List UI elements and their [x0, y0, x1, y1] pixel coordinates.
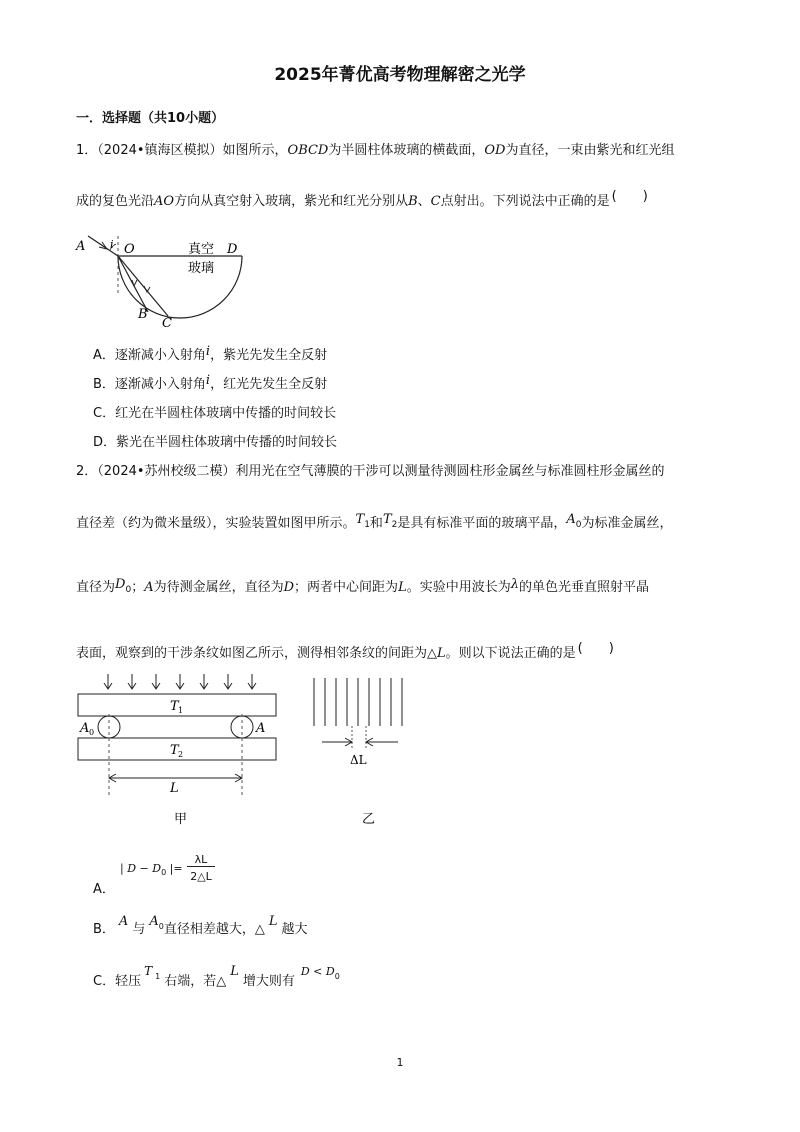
fig2-label-a: A: [256, 721, 266, 736]
q1-figure: [70, 228, 250, 332]
q2-line-3: [76, 576, 649, 598]
option-text: ，紫光先发生全反射: [210, 348, 328, 363]
option-var: i: [205, 344, 211, 359]
option-text: 越大: [281, 922, 308, 937]
fig2-label-t1-sub: 1: [178, 706, 184, 715]
option-var: A: [118, 914, 129, 929]
option-var-sub: 0: [158, 921, 164, 931]
q1-var-c: C: [430, 194, 441, 209]
q1-text: 1．（2024•镇海区模拟）如图所示，: [76, 143, 288, 158]
q2-line-4: [76, 642, 614, 661]
q2-text: 表面，观察到的干涉条纹如图乙所示，测得相邻条纹的间距为△: [76, 646, 437, 661]
q2-var-lambda: λ: [510, 577, 519, 592]
q2-text: 。实验中用波长为: [406, 580, 511, 595]
fig1-label-a: A: [76, 239, 86, 254]
fig1-label-vacuum: 真空: [188, 242, 215, 257]
fig1-label-glass: 玻璃: [188, 261, 215, 276]
q1-var-ao: AO: [154, 194, 175, 209]
q2-var-a: A: [144, 580, 154, 595]
q1-line-2: [76, 190, 648, 209]
q2-var-d0: D: [115, 577, 126, 592]
q2-text: ；两者中心间距为: [294, 580, 399, 595]
q2-var-l: L: [398, 580, 407, 595]
fig1-label-d: D: [227, 242, 238, 257]
fig2-label-t1: T: [170, 699, 179, 714]
fig2-label-a0: A: [80, 721, 90, 736]
q2-line-1: 2．（2024•苏州校级二模）利用光在空气薄膜的干涉可以测量待测圆柱形金属丝与标准圆柱形金属丝的: [76, 464, 665, 479]
option-label: A．: [93, 882, 115, 897]
q1-text: 、: [417, 194, 431, 209]
fig2-label-delta-l: ΔL: [350, 753, 367, 767]
q2-var-t2: T: [382, 512, 392, 527]
option-var: T: [144, 964, 153, 978]
q1-text: 方向从真空射入玻璃，紫光和红光分别从: [174, 194, 409, 209]
formula-numerator: λL: [187, 853, 215, 867]
q2-var-d: D: [283, 580, 295, 595]
q2-var-sub: 1: [364, 519, 370, 530]
option-text: 直径相差越大，△: [163, 922, 265, 937]
q2-figure-jia: [70, 668, 290, 830]
fig1-label-c: C: [162, 316, 172, 331]
q1-option-a[interactable]: [93, 344, 327, 363]
formula-sub: 0: [161, 868, 167, 878]
option-label: B．: [93, 922, 115, 937]
fig2-label-jia: 甲: [174, 812, 188, 827]
fig2-label-t2-sub: 2: [178, 750, 184, 759]
q1-text: 点射出。下列说法中正确的是: [440, 194, 610, 209]
q2-option-b[interactable]: [93, 914, 308, 939]
q1-answer-paren: ( ): [611, 189, 648, 204]
q2-var-t1: T: [355, 512, 365, 527]
q2-var-sub: 2: [391, 519, 398, 530]
q2-var-sub: 0: [575, 519, 582, 530]
option-label: C．轻压: [93, 974, 142, 989]
option-formula: D < D: [300, 965, 335, 978]
option-text: ，红光先发生全反射: [210, 377, 328, 392]
q2-text: 的单色光垂直照射平晶: [518, 580, 649, 595]
q2-text: 为待测金属丝，直径为: [153, 580, 284, 595]
option-text: D．紫光在半圆柱体玻璃中传播的时间较长: [93, 435, 338, 450]
option-text: 右端，若△: [164, 974, 227, 989]
option-var: L: [268, 914, 278, 929]
q2-text: 直径差（约为微米量级），实验装置如图甲所示。: [76, 516, 356, 531]
page-number: 1: [396, 1056, 404, 1069]
fig2-label-a0-sub: 0: [89, 728, 95, 737]
option-var-sub: 1: [155, 971, 161, 981]
q2-text: 直径为: [76, 580, 116, 595]
q1-var-b: B: [408, 194, 418, 209]
q2-text: 。则以下说法正确的是: [445, 646, 576, 661]
q1-text: 成的复色光沿: [76, 194, 155, 209]
section-heading: 一．选择题（共10小题）: [76, 111, 225, 126]
option-var: A: [149, 914, 159, 929]
q1-option-d[interactable]: [93, 431, 337, 450]
fig2-label-yi: 乙: [362, 812, 376, 827]
fig2-label-t2: T: [170, 743, 179, 758]
option-formula-sub: 0: [334, 971, 340, 981]
option-formula-lhs: [120, 862, 183, 877]
q1-option-b[interactable]: [93, 373, 327, 392]
formula-abs: | D − D: [120, 862, 162, 875]
option-var: i: [205, 373, 211, 388]
q2-text: ；: [131, 580, 145, 595]
q2-var-a0: A: [566, 512, 576, 527]
fig1-label-i: i: [110, 238, 114, 251]
q2-option-a[interactable]: [93, 852, 353, 898]
q2-line-2: [76, 512, 673, 534]
fig1-label-o: O: [124, 242, 135, 257]
q2-option-c[interactable]: [93, 964, 340, 991]
option-text: 与: [132, 922, 146, 937]
q2-var-l: L: [437, 646, 446, 661]
formula-denominator: 2△L: [190, 870, 212, 883]
q2-answer-paren: ( ): [577, 641, 614, 656]
q1-text: 为直径，一束由紫光和红光组: [505, 143, 675, 158]
fig2-label-l: L: [170, 781, 179, 796]
q1-option-c[interactable]: [93, 402, 336, 421]
q2-text: 是具有标准平面的玻璃平晶，: [397, 516, 567, 531]
formula-eq: |=: [166, 862, 183, 875]
option-text: C．红光在半圆柱体玻璃中传播的时间较长: [93, 406, 337, 421]
q2-text: 为标准金属丝，: [581, 516, 673, 531]
q1-var-obcd: OBCD: [287, 143, 329, 158]
q2-text: 和: [369, 516, 383, 531]
q1-line-1: [76, 139, 674, 158]
q1-text: 为半圆柱体玻璃的横截面，: [328, 143, 485, 158]
fig1-label-b: B: [138, 307, 148, 322]
q1-var-od: OD: [484, 143, 506, 158]
option-text: A．逐渐减小入射角: [93, 348, 206, 363]
option-text: 增大则有: [242, 974, 295, 989]
option-text: B．逐渐减小入射角: [93, 377, 206, 392]
option-var: L: [230, 964, 239, 979]
page-title: 2025年菁优高考物理解密之光学: [274, 65, 526, 85]
q2-figure-yi: [300, 676, 410, 830]
q2-var-sub: 0: [125, 584, 132, 595]
